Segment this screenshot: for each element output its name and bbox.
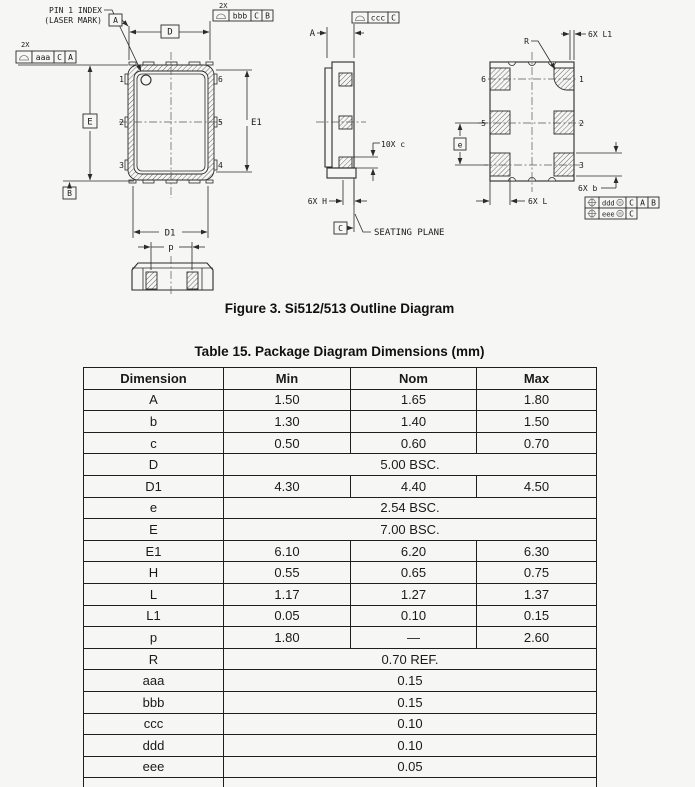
dim-c [352,140,405,181]
dim-cell: ccc [84,713,224,735]
table-row [84,627,597,649]
seating-plane-label: SEATING PLANE [374,228,445,238]
dim-cell: D [84,454,224,476]
value-cell: 1.30 [224,411,351,433]
side-view [316,62,366,178]
pin-number: 6 [218,75,223,84]
table-row-partial [84,778,597,787]
dim-label-6x-l1: 6X L1 [588,30,613,39]
header-cell: Nom [351,368,477,390]
fcf-ddd-tol: ddd [602,199,615,208]
pad-5 [490,111,510,134]
value-cell: 0.15 [477,605,597,627]
dim-cell: L [84,583,224,605]
value-cell: 6.20 [351,540,477,562]
dim-cell: A [84,389,224,411]
fcf-ccc-ref1: C [391,13,396,23]
pin1-note-line1: PIN 1 INDEX [49,6,102,15]
dim-label-e-big: E [87,117,93,128]
bottom-view [478,52,584,192]
dim-H [308,180,367,206]
table-header-row [84,368,597,390]
dim-cell: E1 [84,540,224,562]
table-title: Table 15. Package Diagram Dimensions (mm) [194,344,485,359]
value-cell: 4.30 [224,475,351,497]
fcf-ddd-ref1: C [629,198,634,208]
dim-cell: eee [84,756,224,778]
value-cell: 0.75 [477,562,597,584]
fcf-bbb-ref1: C [254,11,259,21]
fcf-eee [585,208,637,219]
datum-b [63,183,76,200]
value-cell-span: 0.15 [224,691,597,713]
dim-cell: R [84,648,224,670]
value-cell-span: 0.70 REF. [224,648,597,670]
dim-label-r: R [524,37,529,46]
value-cell-span: 5.00 BSC. [224,454,597,476]
dim-cell: E [84,519,224,541]
value-cell: 1.65 [351,389,477,411]
dim-cell: D1 [84,475,224,497]
dim-cell: L1 [84,605,224,627]
value-cell: 1.37 [477,583,597,605]
value-cell-span: 2.54 BSC. [224,497,597,519]
dim-label-d: D [167,27,173,38]
qty-2x: 2X [219,2,228,10]
table-row [84,411,597,433]
value-cell: 1.50 [477,411,597,433]
pin-number: 2 [119,118,124,127]
fcf-eee-tol: eee [602,210,615,219]
dim-p [138,242,205,270]
value-cell: 6.10 [224,540,351,562]
value-cell: 1.40 [351,411,477,433]
value-cell-span: 0.05 [224,756,597,778]
dim-label-d1: D1 [164,228,176,239]
table-row [84,605,597,627]
dim-label-e1: E1 [251,118,262,128]
pin-number: 1 [119,75,124,84]
table-row [84,583,597,605]
pin-number: 1 [579,75,584,84]
dim-A [310,24,364,58]
fcf-bbb-ref2: B [265,11,270,21]
fcf-ddd-ref2: A [640,198,645,208]
dim-E [18,65,134,181]
pad-4 [490,153,510,176]
pin-number: 3 [119,161,124,170]
pin1-note-line2: (LASER MARK) [44,16,102,25]
value-cell-span: 7.00 BSC. [224,519,597,541]
pad-3 [554,153,574,176]
value-cell: 1.50 [224,389,351,411]
table-row [84,540,597,562]
fcf-bbb [213,2,273,21]
qty-2x: 2X [21,41,30,49]
fcf-ccc [352,12,399,23]
value-cell-span: 0.10 [224,713,597,735]
value-cell: 0.60 [351,432,477,454]
value-cell-span [224,778,597,787]
fcf-ccc-tol: ccc [370,13,386,23]
datum-c-label: C [338,224,343,233]
table-row [84,454,597,476]
value-cell: 4.50 [477,475,597,497]
datum-a [109,14,128,26]
table-row [84,670,597,692]
pin-number: 5 [218,118,223,127]
value-cell: 0.70 [477,432,597,454]
value-cell: 0.10 [351,605,477,627]
dim-label-10x-c: 10X c [381,140,406,149]
dim-cell: c [84,432,224,454]
table-row [84,691,597,713]
value-cell: 6.30 [477,540,597,562]
fcf-eee-mod: M [618,211,622,218]
outline-diagram [0,0,695,296]
dim-label-p: p [168,243,174,253]
pin-number: 2 [579,119,584,128]
dim-cell: bbb [84,691,224,713]
datum-a-label: A [113,16,118,25]
dim-E1 [216,70,262,172]
pad-2 [554,111,574,134]
table-row [84,713,597,735]
pin-number: 5 [481,119,486,128]
dim-cell: ddd [84,735,224,757]
value-cell: 2.60 [477,627,597,649]
value-cell-span: 0.15 [224,670,597,692]
value-cell: 0.65 [351,562,477,584]
fcf-ddd [585,197,659,208]
fcf-ddd-ref3: B [651,198,656,208]
pin1-index-mark [141,75,151,85]
table-row [84,648,597,670]
dimensions-table [83,367,597,787]
dim-cell: aaa [84,670,224,692]
figure-caption: Figure 3. Si512/513 Outline Diagram [224,301,455,316]
table-row [84,519,597,541]
header-cell: Max [477,368,597,390]
value-cell: 1.80 [477,389,597,411]
pin-number: 6 [481,75,486,84]
dim-cell: e [84,497,224,519]
fcf-aaa-ref1: C [57,53,62,62]
fcf-bbb-tol: bbb [232,11,248,21]
value-cell-span: 0.10 [224,735,597,757]
table-row [84,475,597,497]
dim-L [476,178,547,206]
dim-cell: p [84,627,224,649]
value-cell: 0.50 [224,432,351,454]
fcf-aaa [16,41,76,63]
table-row [84,432,597,454]
dim-label-6x-l: 6X L [528,197,548,206]
pin-number: 4 [218,161,223,170]
dim-D1 [133,186,208,239]
fcf-aaa-tol: aaa [35,53,51,62]
dim-label-a: A [309,29,315,39]
value-cell: 0.05 [224,605,351,627]
dim-D [129,21,210,60]
table-row [84,389,597,411]
value-cell: 1.27 [351,583,477,605]
top-view [119,52,223,198]
dim-L1 [561,30,612,60]
dim-cell: b [84,411,224,433]
value-cell: 1.17 [224,583,351,605]
value-cell: 4.40 [351,475,477,497]
dim-label-e-small: e [457,140,463,150]
fcf-eee-ref1: C [629,209,634,219]
end-view [132,256,213,296]
fcf-ddd-mod: M [618,200,622,207]
fcf-aaa-ref2: A [68,53,73,62]
dim-label-6x-h: 6X H [307,197,327,206]
table-row [84,562,597,584]
header-cell: Min [224,368,351,390]
datum-b-label: B [67,189,72,198]
table-row [84,735,597,757]
pin-number: 3 [579,161,584,170]
dim-cell: H [84,562,224,584]
header-cell: Dimension [84,368,224,390]
value-cell: — [351,627,477,649]
table-row [84,756,597,778]
dim-cell [84,778,224,787]
seating-plane [334,178,444,238]
value-cell: 1.80 [224,627,351,649]
table-row [84,497,597,519]
dim-label-6x-b: 6X b [578,184,598,193]
value-cell: 0.55 [224,562,351,584]
dim-e [454,123,488,165]
